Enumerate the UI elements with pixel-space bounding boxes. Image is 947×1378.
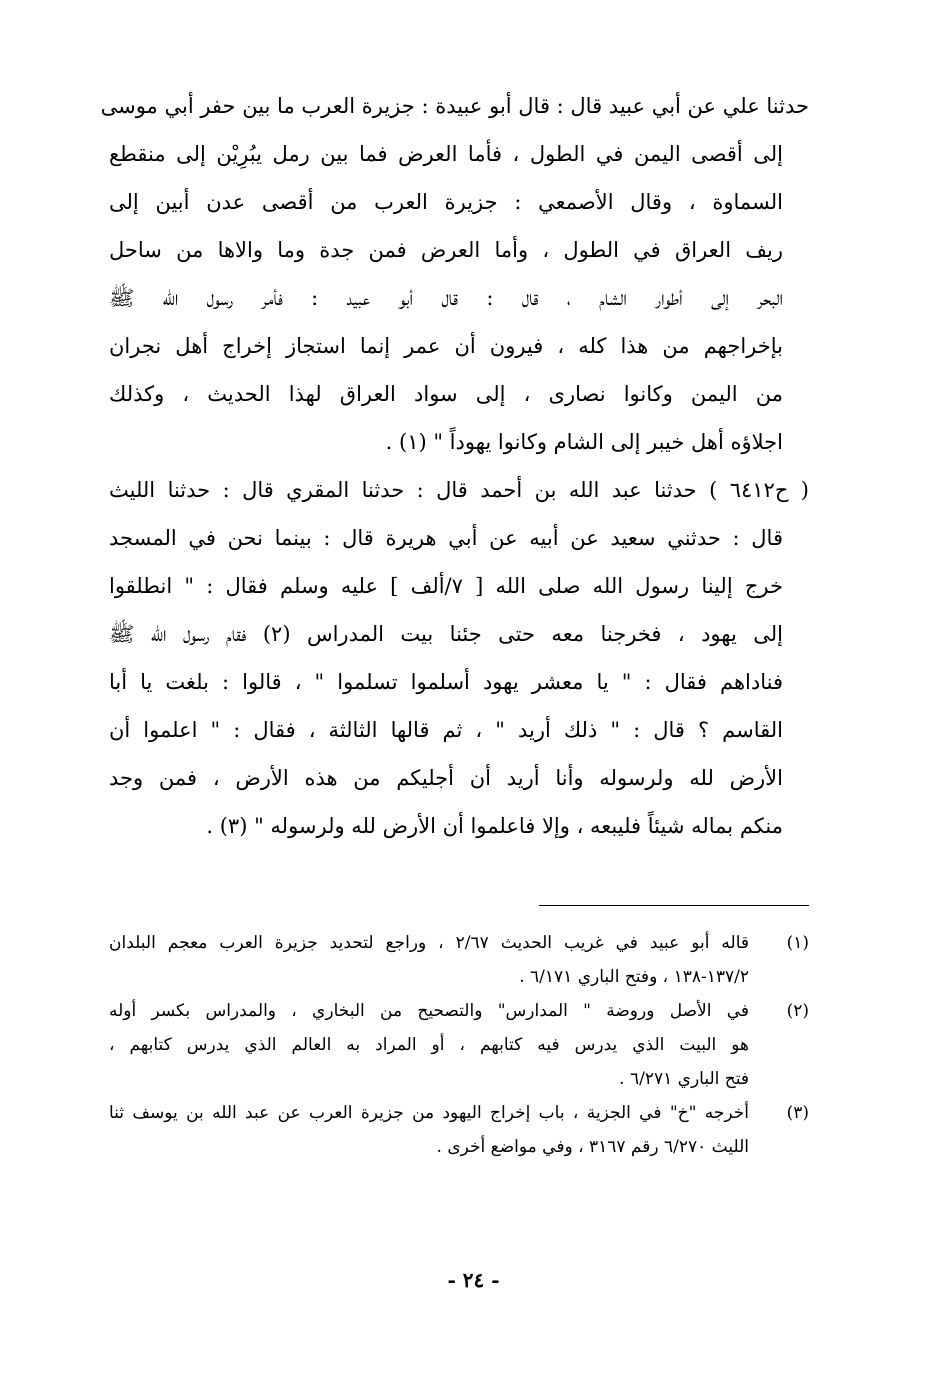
text-line: إلى أقصى اليمن في الطول ، فأما العرض فما بين رمل يبُرِيْن إلى منقطع (109, 142, 783, 166)
footnote-1 (109, 926, 809, 994)
footnote-number: (٢) (786, 1001, 809, 1021)
footnote-line: فتح الباري ٦/٢٧١ . (619, 1069, 749, 1089)
footnote-separator (539, 905, 809, 906)
footnote-3 (109, 1096, 809, 1164)
text-line: بإخراجهم من هذا كله ، فيرون أن عمر إنما استجاز إخراج أهل نجران (109, 334, 783, 358)
footnote-number: (١) (786, 933, 809, 953)
footnote-2 (109, 994, 809, 1096)
text-line: السماوة ، وقال الأصمعي : جزيرة العرب من أقصى عدن أبين إلى (109, 190, 783, 214)
footnotes-block (109, 926, 809, 1164)
footnote-line: أخرجه "خ" في الجزية ، باب إخراج اليهود من جزيرة العرب عن عبد الله بن يوسف ثنا (109, 1103, 749, 1123)
footnote-number: (٣) (786, 1103, 809, 1123)
text-line: حدثنا علي عن أبي عبيد قال : قال أبو عبيدة : جزيرة العرب ما بين حفر أبي موسى (100, 94, 809, 118)
footnote-line: قاله أبو عبيد في غريب الحديث ٢/٦٧ ، وراجع لتحديد جزيرة العرب معجم البلدان (109, 933, 750, 953)
text-line: قال : حدثني سعيد عن أبيه عن أبي هريرة قال : بينما نحن في المسجد (109, 526, 783, 550)
footnote-line: هو البيت الذي يدرس فيه كتابهم ، أو المراد به العالم الذي يدرس كتابهم ، (109, 1035, 749, 1055)
text-line: فناداهم فقال : " يا معشر يهود أسلموا تسلموا " ، قالوا : بلغت يا أبا (109, 670, 783, 694)
text-line: ( ح٦٤١٢ ) حدثنا عبد الله بن أحمد قال : حدثنا المقري قال : حدثنا الليث (109, 478, 809, 502)
text-line: ريف العراق في الطول ، وأما العرض فمن جدة وما والاها من ساحل (109, 238, 783, 262)
text-line: إلى يهود ، فخرجنا معه حتى جئنا بيت المدراس (٢) فقام رسول الله ﷺ (109, 622, 783, 646)
footnote-line: ١٣٧/٢-١٣٨ ، وفتح الباري ٦/١٧١ . (519, 967, 749, 987)
text-line: الأرض لله ولرسوله وأنا أريد أن أجليكم من هذه الأرض ، فمن وجد (109, 766, 783, 790)
text-line: منكم بماله شيئاً فليبعه ، وإلا فاعلموا أن الأرض لله ولرسوله " (٣) . (206, 814, 783, 838)
main-text-block (100, 82, 809, 850)
page-number: - ٢٤ - (447, 1268, 500, 1292)
text-line: من اليمن وكانوا نصارى ، إلى سواد العراق لهذا الحديث ، وكذلك (109, 382, 783, 406)
text-line: البحر إلى أطوار الشام ، قال : قال أبو عبيد : فأمر رسول الله ﷺ (109, 286, 783, 310)
text-line: القاسم ؟ قال : " ذلك أريد " ، ثم قالها الثالثة ، فقال : " اعلموا أن (109, 718, 783, 742)
text-line: خرج إلينا رسول الله صلى الله [ ٧/ألف ] عليه وسلم فقال : " انطلقوا (109, 574, 783, 598)
footnote-line: في الأصل وروضة " المدارس" والتصحيح من البخاري ، والمدراس بكسر أوله (109, 1001, 749, 1021)
footnote-line: الليث ٦/٢٧٠ رقم ٣١٦٧ ، وفي مواضع أخرى . (436, 1137, 749, 1157)
text-line: اجلاؤه أهل خيبر إلى الشام وكانوا يهوداً " (١) . (385, 430, 783, 454)
